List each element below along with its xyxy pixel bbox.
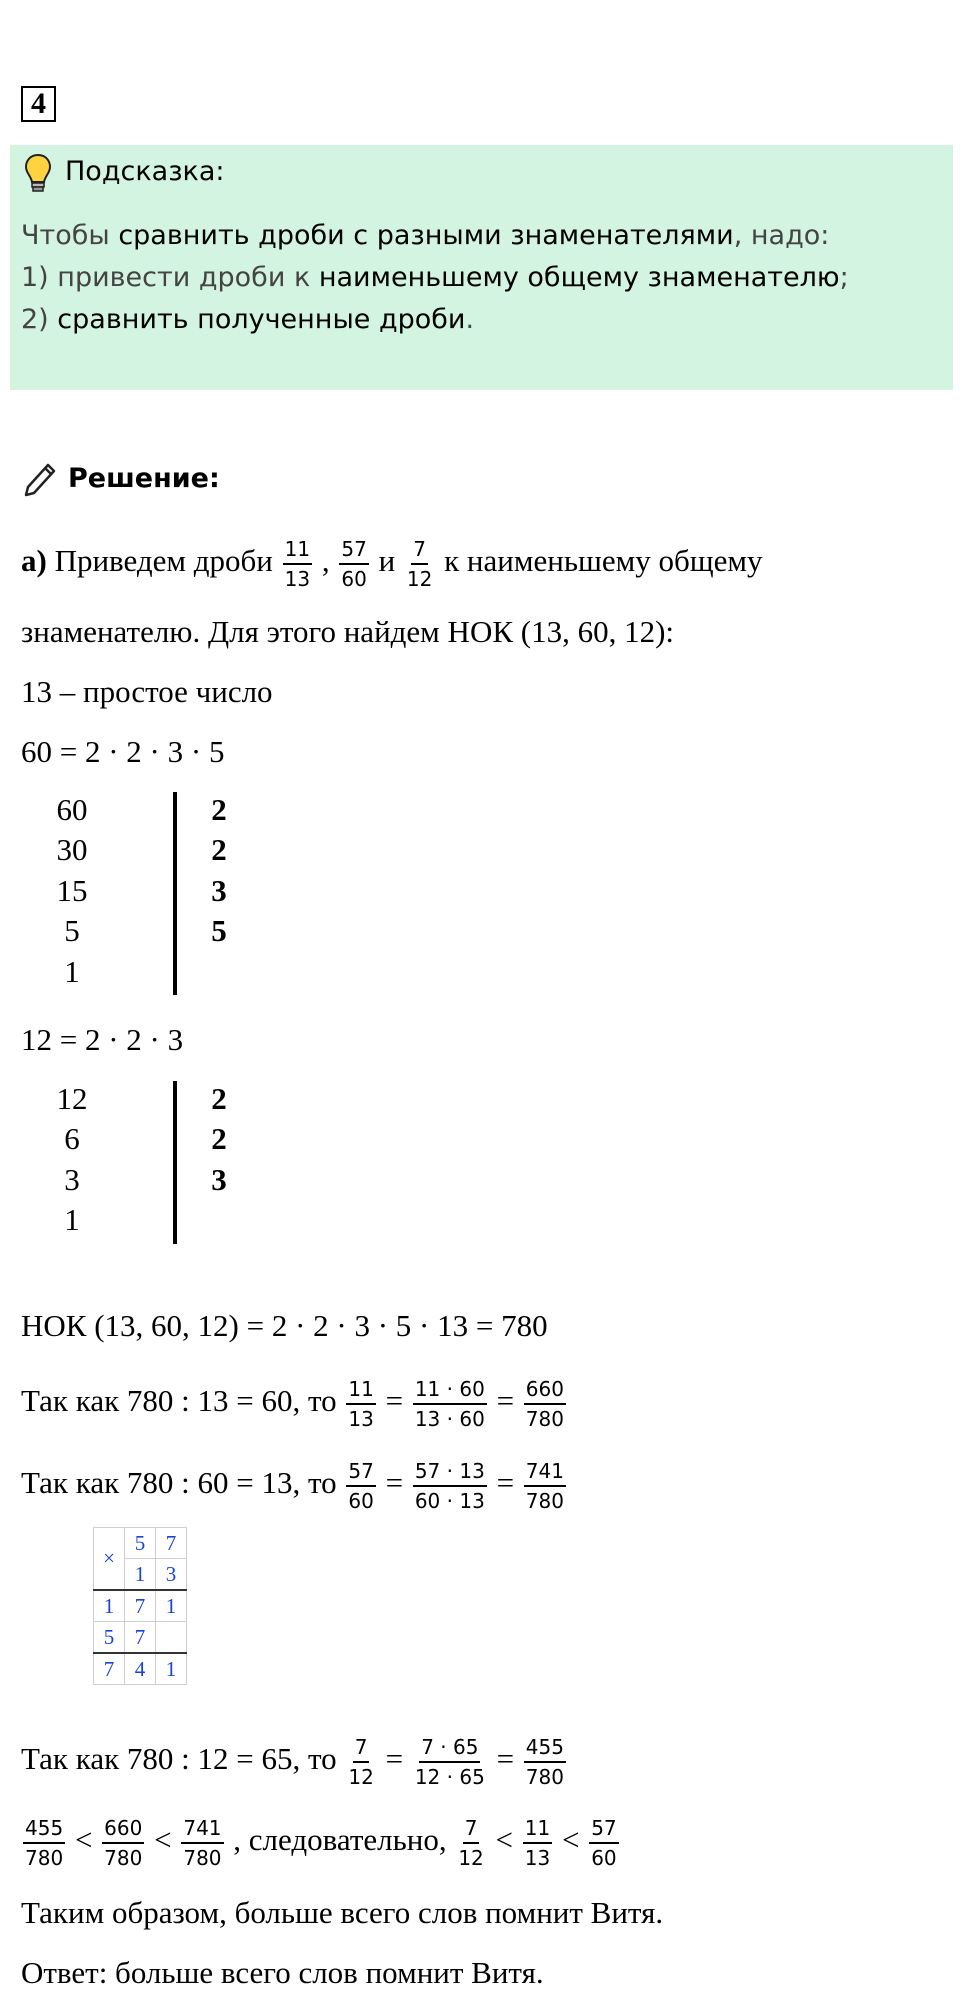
fraction: $\frac{57}{60}$ — [591, 1816, 617, 1870]
factor-left: 12 — [56, 1081, 88, 1116]
answer-line: Ответ: больше всего слов помнит Витя. — [21, 1955, 544, 1990]
grid-cell: 1 — [125, 1559, 156, 1591]
fraction: $\frac{455}{780}$ — [525, 1735, 564, 1789]
fraction: $\frac{7}{12}$ — [348, 1735, 374, 1789]
factor-left: 3 — [64, 1162, 80, 1197]
factor-left: 1 — [64, 954, 80, 989]
pencil-icon — [22, 457, 62, 502]
grid-cell: 1 — [156, 1653, 187, 1685]
lcm-line: НОК (13, 60, 12) = 2 · 2 · 3 · 5 · 13 = 780 — [21, 1308, 548, 1343]
factor-right: 2 — [211, 832, 227, 867]
solution-title: Решение: — [68, 463, 220, 494]
multiply-sign: × — [94, 1528, 125, 1591]
grid-cell: 5 — [94, 1622, 125, 1654]
fraction: $\frac{7 \cdot 65}{12 \cdot 65}$ — [414, 1735, 485, 1789]
grid-cell — [156, 1622, 187, 1654]
conclusion-line: Таким образом, больше всего слов помнит Витя. — [21, 1895, 664, 1930]
fraction: $\frac{741}{780}$ — [183, 1816, 222, 1870]
lightbulb-icon — [23, 153, 53, 200]
part-a-line-2: знаменателю. Для этого найдем НОК (13, 60, 12): — [21, 614, 675, 649]
hint-title: Подсказка: — [65, 156, 225, 187]
factor-right: 2 — [211, 1081, 227, 1116]
factor-left: 5 — [64, 913, 80, 948]
grid-cell: 3 — [156, 1559, 187, 1591]
hint-line-1: Чтобы сравнить дроби с разными знаменателями, надо: — [21, 220, 830, 251]
grid-cell: 4 — [125, 1653, 156, 1685]
hint-line-3: 2) сравнить полученные дроби. — [21, 304, 475, 335]
decomposition-60: 60 = 2 · 2 · 3 · 5 — [21, 734, 225, 769]
factor-left: 15 — [56, 873, 88, 908]
fraction: $\frac{7}{12}$ — [406, 537, 433, 591]
conversion-57-60: Так как 780 : 60 = 13, то $\frac{57}{60}$ = $\frac{57 \cdot 13}{60 \cdot 13}$ = $\frac{741}{780}$ — [21, 1459, 564, 1513]
decomposition-12: 12 = 2 · 2 · 3 — [21, 1022, 184, 1057]
factor-left: 1 — [64, 1202, 80, 1237]
comparison-line: $\frac{455}{780}$ < $\frac{660}{780}$ < $\frac{741}{780}$ , следовательно, $\frac{7}{12}$ < $\frac{11}{13}$ < $\frac{57}{60}$ — [25, 1816, 617, 1870]
factor-divider — [173, 1081, 177, 1244]
fraction: $\frac{7}{12}$ — [458, 1816, 484, 1870]
fraction: $\frac{455}{780}$ — [25, 1816, 64, 1870]
fraction: $\frac{11 \cdot 60}{13 \cdot 60}$ — [414, 1377, 485, 1431]
factor-left: 60 — [56, 792, 88, 827]
grid-cell: 7 — [125, 1590, 156, 1622]
fraction: $\frac{57}{60}$ — [341, 537, 367, 591]
hint-box — [10, 145, 953, 390]
factor-right: 2 — [211, 1121, 227, 1156]
grid-cell: 1 — [94, 1590, 125, 1622]
grid-cell: 5 — [125, 1528, 156, 1559]
factor-right: 3 — [211, 1162, 227, 1197]
fraction: $\frac{57}{60}$ — [348, 1459, 374, 1513]
grid-cell: 7 — [125, 1622, 156, 1654]
factor-right: 2 — [211, 792, 227, 827]
prime-13-line: 13 – простое число — [21, 674, 273, 709]
fraction: $\frac{741}{780}$ — [525, 1459, 564, 1513]
fraction: $\frac{11}{13}$ — [284, 537, 311, 591]
grid-cell: 7 — [94, 1653, 125, 1685]
fraction: $\frac{57 \cdot 13}{60 \cdot 13}$ — [414, 1459, 485, 1513]
part-a-intro: а) Приведем дроби $\frac{11}{13}$ , $\frac{57}{60}$ и $\frac{7}{12}$ к наименьшему общему — [21, 537, 763, 591]
hint-line-2: 1) привести дроби к наименьшему общему знаменателю; — [21, 262, 849, 293]
grid-cell: 7 — [156, 1528, 187, 1559]
fraction: $\frac{660}{780}$ — [104, 1816, 143, 1870]
factor-divider — [173, 792, 177, 995]
conversion-7-12: Так как 780 : 12 = 65, то $\frac{7}{12}$ = $\frac{7 \cdot 65}{12 \cdot 65}$ = $\frac{455}{780}$ — [21, 1735, 564, 1789]
factor-right: 5 — [211, 913, 227, 948]
conversion-11-13: Так как 780 : 13 = 60, то $\frac{11}{13}$ = $\frac{11 \cdot 60}{13 \cdot 60}$ = $\frac{660}{780}$ — [21, 1377, 564, 1431]
multiplication-grid — [93, 1527, 187, 1685]
fraction: $\frac{11}{13}$ — [524, 1816, 551, 1870]
fraction: $\frac{11}{13}$ — [348, 1377, 374, 1431]
fraction: $\frac{660}{780}$ — [525, 1377, 564, 1431]
grid-cell: 1 — [156, 1590, 187, 1622]
factor-left: 6 — [64, 1121, 80, 1156]
factor-left: 30 — [56, 832, 88, 867]
factor-right: 3 — [211, 873, 227, 908]
task-number: 4 — [21, 86, 56, 122]
